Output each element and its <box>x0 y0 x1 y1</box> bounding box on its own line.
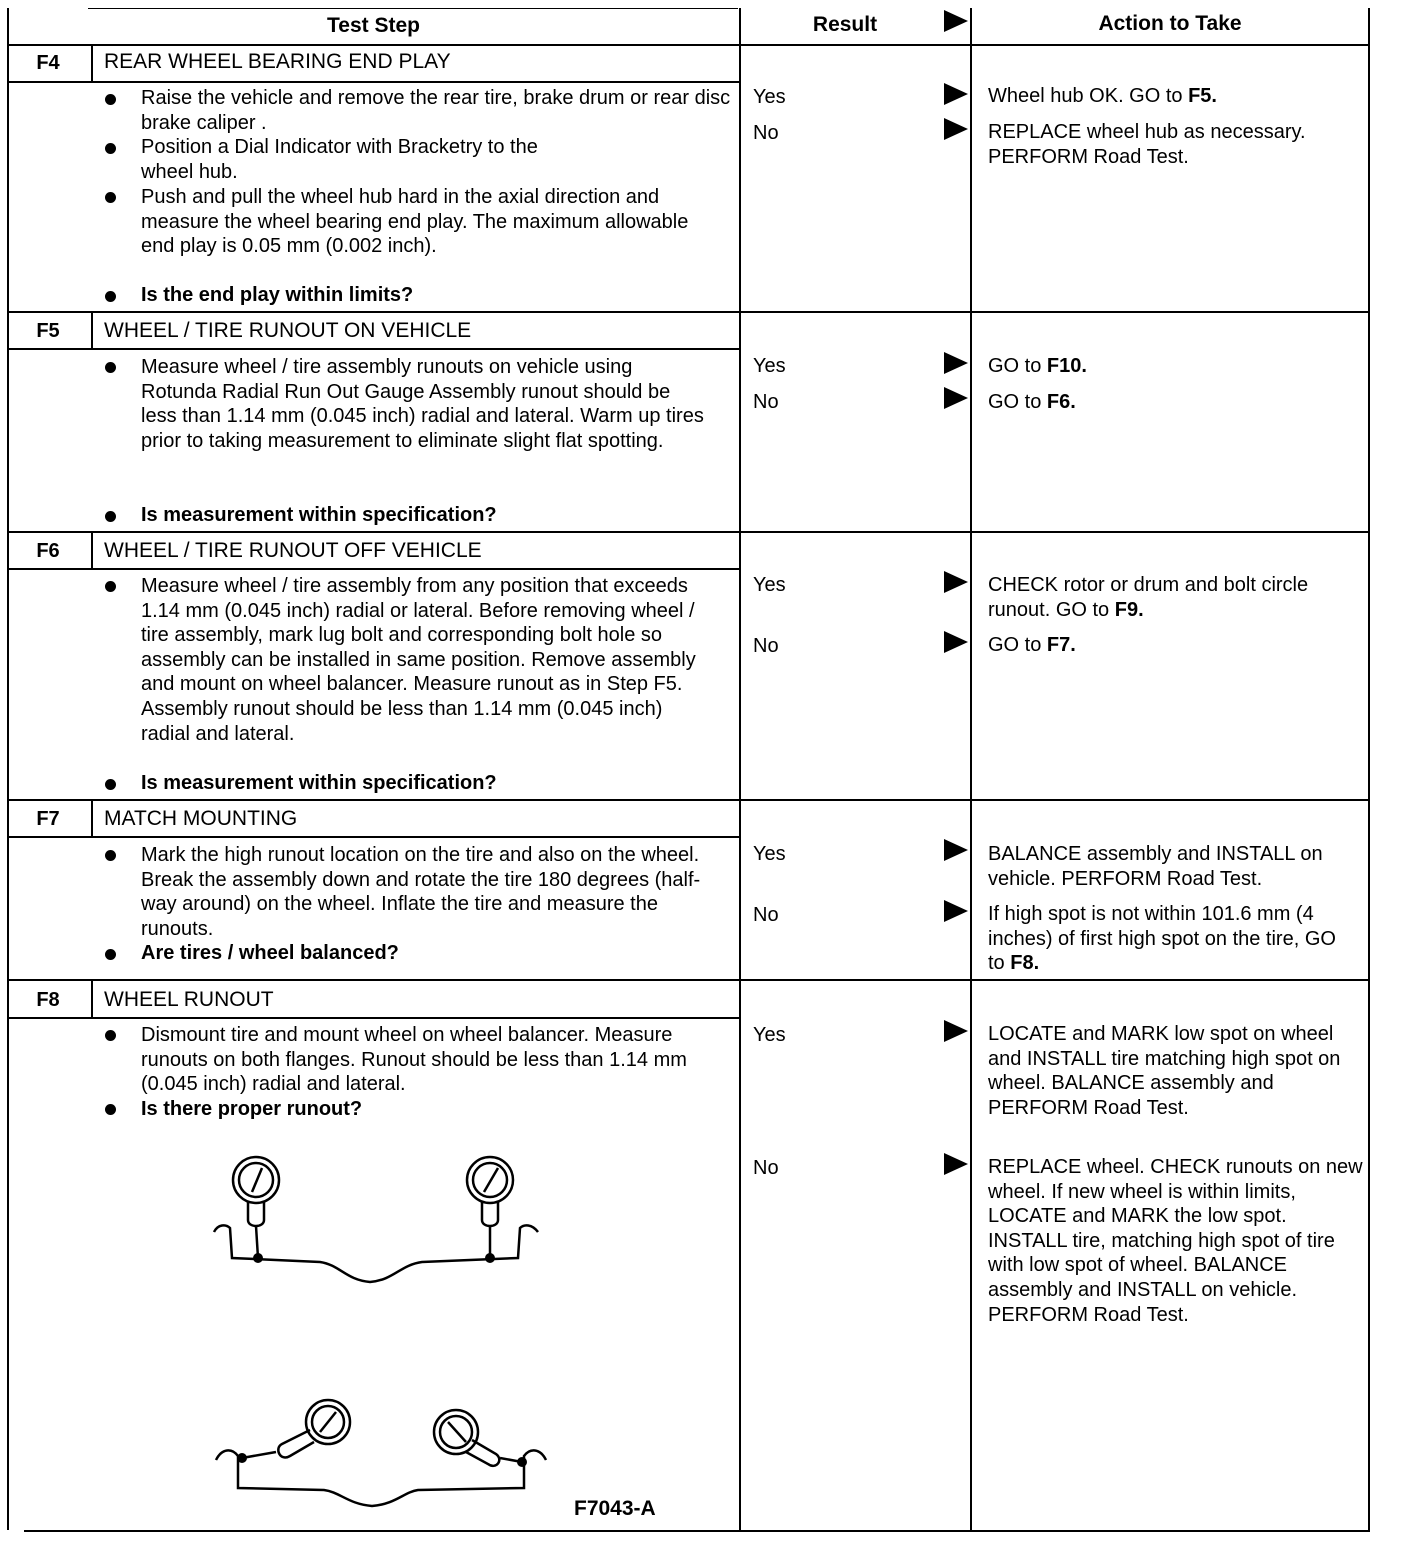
bullet-icon <box>105 850 116 861</box>
f5-result-no: No <box>753 391 779 413</box>
arrow-icon <box>944 118 968 140</box>
f8-action-yes: LOCATE and MARK low spot on wheel and INSTALL tire matching high spot on wheel. BALANCE assembly and PERFORM Road Test. <box>988 1023 1341 1119</box>
step-id-f4: F4 <box>36 52 60 74</box>
f7-result-yes: Yes <box>753 843 786 865</box>
f6-bullet-1: Measure wheel / tire assembly from any position that exceeds 1.14 mm (0.045 inch) radial or lateral. Before removing wheel / tire assembly, mark lug bolt and corresponding bolt hole so assembly can be installed in same position. Remove assembly and mount on wheel balancer. Measure runout as in Step F5. Assembly runout should be less than 1.14 mm (0.045 inch) radial and lateral. <box>141 575 696 745</box>
f7-action-no: If high spot is not within 101.6 mm (4 inches) of first high spot on the tire, GO to F8. <box>988 903 1336 975</box>
f7-result-no: No <box>753 904 779 926</box>
step-id-f5: F5 <box>36 320 60 342</box>
f8-question: Is there proper runout? <box>141 1098 363 1120</box>
arrow-icon <box>944 1020 968 1042</box>
f8-result-yes: Yes <box>753 1024 786 1046</box>
f4-action-no: REPLACE wheel hub as necessary. PERFORM Road Test. <box>988 121 1306 168</box>
arrow-icon <box>944 839 968 861</box>
step-title-f5: WHEEL / TIRE RUNOUT ON VEHICLE <box>104 319 472 342</box>
header-result: Result <box>812 13 878 36</box>
arrow-icon <box>944 83 968 105</box>
figure-code: F7043-A <box>574 1497 656 1520</box>
step-id-f7: F7 <box>36 808 60 830</box>
f4-bullet-3: Push and pull the wheel hub hard in the axial direction and measure the wheel bearing end play. The maximum allowable end play is 0.05 mm (0.002 inch). <box>141 186 689 258</box>
f5-action-no: GO to F6. <box>988 391 1076 413</box>
step-title-f6: WHEEL / TIRE RUNOUT OFF VEHICLE <box>104 539 482 562</box>
step-id-f6: F6 <box>36 540 60 562</box>
arrow-icon <box>944 387 968 409</box>
f7-bullet-1: Mark the high runout location on the tire and also on the wheel. Break the assembly down and rotate the tire 180 degrees (half-way around) on the wheel. Inflate the tire and measure the runouts. <box>141 844 701 940</box>
dial-indicator-diagram-icon <box>200 1140 560 1525</box>
bullet-icon <box>105 362 116 373</box>
bullet-icon <box>105 94 116 105</box>
header-test-step: Test Step <box>327 14 420 37</box>
f8-result-no: No <box>753 1157 779 1179</box>
arrow-icon <box>944 352 968 374</box>
f4-result-yes: Yes <box>753 86 786 108</box>
f5-question: Is measurement within specification? <box>141 504 497 526</box>
f4-bullet-1: Raise the vehicle and remove the rear tire, brake drum or rear disc brake caliper . <box>141 87 731 134</box>
arrow-icon <box>944 900 968 922</box>
f6-action-no: GO to F7. <box>988 634 1076 656</box>
bullet-icon <box>105 581 116 592</box>
f7-action-yes: BALANCE assembly and INSTALL on vehicle. PERFORM Road Test. <box>988 843 1323 890</box>
f5-action-yes: GO to F10. <box>988 355 1087 377</box>
step-id-f8: F8 <box>36 989 60 1011</box>
arrow-icon <box>944 571 968 593</box>
f6-question: Is measurement within specification? <box>141 772 497 794</box>
arrow-icon <box>944 1153 968 1175</box>
bullet-icon <box>105 291 116 302</box>
bullet-icon <box>105 143 116 154</box>
bullet-icon <box>105 1030 116 1041</box>
f5-bullet-1: Measure wheel / tire assembly runouts on vehicle using Rotunda Radial Run Out Gauge Assembly runout should be less than 1.14 mm (0.045 inch) radial and lateral. Warm up tires prior to taking measurement to eliminate slight flat spotting. <box>141 356 704 452</box>
header-action: Action to Take <box>1098 12 1242 35</box>
bullet-icon <box>105 779 116 790</box>
f8-action-no: REPLACE wheel. CHECK runouts on new wheel. If new wheel is within limits, LOCATE and MARK the low spot. INSTALL tire, matching high spot of tire with low spot of wheel. BALANCE assembly and INSTALL on vehicle. PERFORM Road Test. <box>988 1156 1363 1326</box>
bullet-icon <box>105 192 116 203</box>
f7-question: Are tires / wheel balanced? <box>141 942 399 964</box>
f6-result-yes: Yes <box>753 574 786 596</box>
header-arrow-icon <box>944 10 968 32</box>
bullet-icon <box>105 511 116 522</box>
f6-result-no: No <box>753 635 779 657</box>
step-title-f7: MATCH MOUNTING <box>104 807 298 830</box>
bullet-icon <box>105 949 116 960</box>
f5-result-yes: Yes <box>753 355 786 377</box>
f4-action-yes: Wheel hub OK. GO to F5. <box>988 85 1217 107</box>
arrow-icon <box>944 631 968 653</box>
step-title-f4: REAR WHEEL BEARING END PLAY <box>104 50 451 73</box>
f4-question: Is the end play within limits? <box>141 284 414 306</box>
f4-bullet-2: Position a Dial Indicator with Bracketry to the wheel hub. <box>141 136 538 183</box>
bullet-icon <box>105 1104 116 1115</box>
step-title-f8: WHEEL RUNOUT <box>104 988 274 1011</box>
f4-result-no: No <box>753 122 779 144</box>
f6-action-yes: CHECK rotor or drum and bolt circle runout. GO to F9. <box>988 574 1309 621</box>
f8-bullet-1: Dismount tire and mount wheel on wheel balancer. Measure runouts on both flanges. Runout should be less than 1.14 mm (0.045 inch) radial and lateral. <box>141 1024 687 1096</box>
